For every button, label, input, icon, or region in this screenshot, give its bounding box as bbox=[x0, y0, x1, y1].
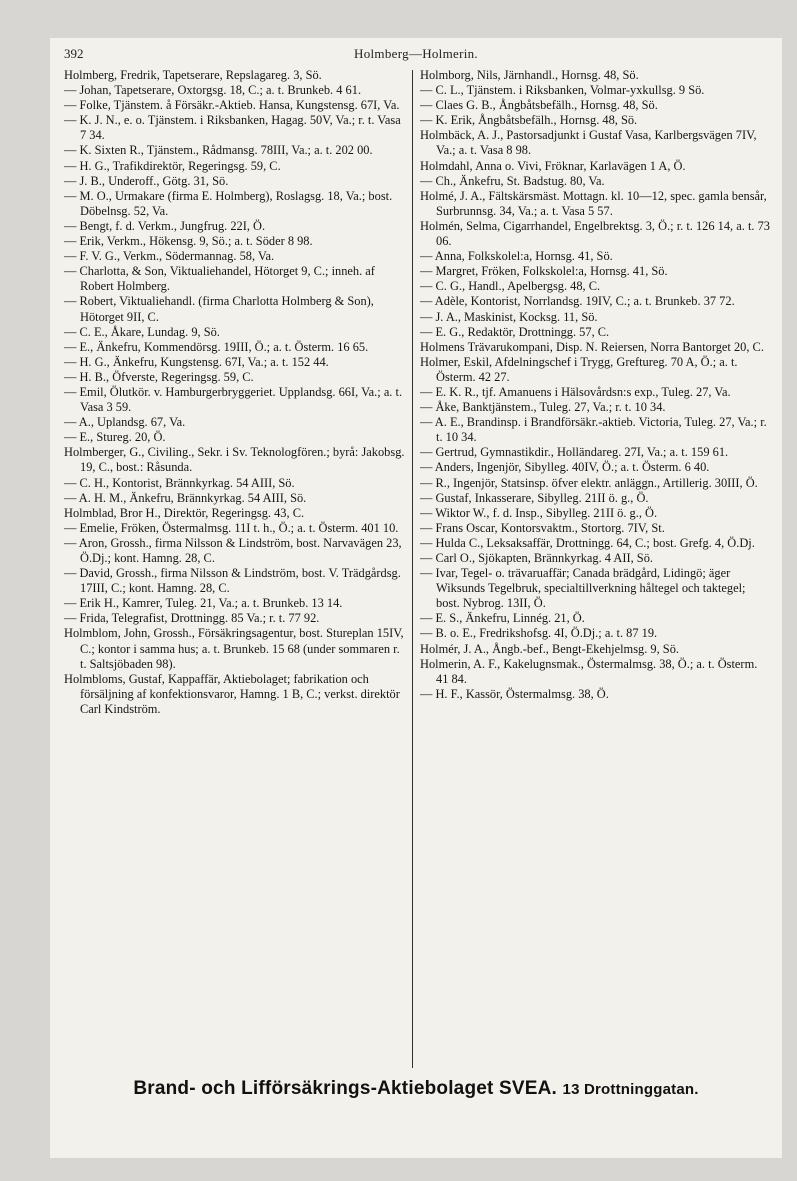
directory-entry: — Gertrud, Gymnastikdir., Holländareg. 27I, Va.; a. t. 159 61. bbox=[420, 445, 729, 460]
directory-entry: Holmblad, Bror H., Direktör, Regeringsg. 43, C. bbox=[64, 505, 305, 520]
running-head: Holmberg—Holmerin. bbox=[354, 46, 478, 61]
directory-entry: — Gustaf, Inkasserare, Sibylleg. 21II ö. g., Ö. bbox=[420, 490, 649, 505]
directory-entry: Holmens Trävarukompani, Disp. N. Reiersen, Norra Bantorget 20, C. bbox=[420, 339, 764, 354]
directory-entry: — Margret, Fröken, Folkskolel:a, Hornsg. 41, Sö. bbox=[420, 264, 668, 279]
directory-entry: — Ch., Änkefru, St. Badstug. 80, Va. bbox=[420, 173, 605, 188]
directory-entry: — Charlotta, & Son, Viktualiehandel, Hötorget 9, C.; inneh. af Robert Holmberg. bbox=[64, 264, 375, 294]
directory-entry: Holmer, Eskil, Afdelningschef i Trygg, Greftureg. 70 A, Ö.; a. t. Österm. 42 27. bbox=[420, 354, 738, 384]
directory-entry: Holmdahl, Anna o. Vivi, Fröknar, Karlavägen 1 A, Ö. bbox=[420, 158, 686, 173]
directory-entry: — Robert, Viktualiehandl. (firma Charlotta Holmberg & Son), Hötorget 9II, C. bbox=[64, 294, 374, 324]
directory-entry: — Hulda C., Leksaksaffär, Drottningg. 64, C.; bost. Grefg. 4, Ö.Dj. bbox=[420, 535, 755, 550]
directory-entry: Holmbloms, Gustaf, Kappaffär, Aktiebolaget; fabrikation och försäljning af konfektionsvaror, Hamng. 1 B, C.; verkst. direktör Carl Kindström. bbox=[64, 671, 400, 716]
directory-entry: — Wiktor W., f. d. Insp., Sibylleg. 21II ö. g., Ö. bbox=[420, 505, 658, 520]
directory-entry: — Carl O., Sjökapten, Brännkyrkag. 4 AII, Sö. bbox=[420, 551, 653, 565]
directory-entry: — F. V. G., Verkm., Södermannag. 58, Va. bbox=[64, 249, 275, 264]
directory-entry: Holmén, Selma, Cigarrhandel, Engelbrektsg. 3, Ö.; r. t. 126 14, a. t. 73 06. bbox=[420, 218, 770, 249]
directory-entry: — Anna, Folkskolel:a, Hornsg. 41, Sö. bbox=[420, 249, 613, 264]
directory-entry: — Folke, Tjänstem. å Försäkr.-Aktieb. Hansa, Kungstensg. 67I, Va. bbox=[64, 98, 400, 113]
directory-entry: — A., Uplandsg. 67, Va. bbox=[64, 415, 186, 430]
directory-entry: — E., Stureg. 20, Ö. bbox=[64, 430, 166, 445]
directory-entry: — A. E., Brandinsp. i Brandförsäkr.-aktieb. Victoria, Tuleg. 27, Va.; r. t. 10 34. bbox=[420, 415, 767, 445]
directory-entry: Holmborg, Nils, Järnhandl., Hornsg. 48, Sö. bbox=[420, 68, 639, 82]
directory-entry: — E. G., Redaktör, Drottningg. 57, C. bbox=[420, 324, 610, 339]
directory-entry: — J. A., Maskinist, Kocksg. 11, Sö. bbox=[420, 309, 598, 324]
directory-entry: Holmblom, John, Grossh., Försäkringsagentur, bost. Stureplan 15IV, C.; kontor i samma hus; a. t. Brunkeb. 15 68 (under sommaren r. t. Saltsjöbaden 98). bbox=[64, 626, 404, 671]
directory-entry: — Emil, Ölutkör. v. Hamburgerbryggeriet. Upplandsg. 66I, Va.; a. t. Vasa 3 59. bbox=[64, 384, 403, 415]
directory-entry: — Adèle, Kontorist, Norrlandsg. 19IV, C.; a. t. Brunkeb. 37 72. bbox=[420, 294, 735, 309]
directory-entry: — Åke, Banktjänstem., Tuleg. 27, Va.; r. t. 10 34. bbox=[420, 400, 666, 415]
directory-entry: — K. Erik, Ångbåtsbefälh., Hornsg. 48, Sö. bbox=[420, 113, 638, 128]
directory-entry: — Erik, Verkm., Hökensg. 9, Sö.; a. t. Söder 8 98. bbox=[64, 234, 313, 249]
directory-entry: — Erik H., Kamrer, Tuleg. 21, Va.; a. t. Brunkeb. 13 14. bbox=[64, 596, 343, 611]
footer-address: 13 Drottninggatan. bbox=[562, 1081, 699, 1098]
column-divider bbox=[412, 70, 413, 1068]
footer-company: Brand- och Lifförsäkrings-Aktiebolaget SVEA. bbox=[133, 1078, 558, 1099]
directory-entry: — Frans Oscar, Kontorsvaktm., Stortorg. 7IV, St. bbox=[420, 520, 665, 535]
directory-entry: Holmé, J. A., Fältskärsmäst. Mottagn. kl. 10—12, spec. gamla bensår, Surbrunnsg. 34, Va.; a. t. Vasa 5 57. bbox=[420, 188, 767, 218]
directory-entry: — R., Ingenjör, Statsinsp. öfver elektr. anläggn., Artillerig. 30III, Ö. bbox=[420, 475, 758, 490]
directory-entry: — C. E., Åkare, Lundag. 9, Sö. bbox=[64, 324, 220, 339]
directory-entry: — C. G., Handl., Apelbergsg. 48, C. bbox=[420, 279, 601, 294]
directory-entry: — H. G., Trafikdirektör, Regeringsg. 59, C. bbox=[64, 158, 281, 173]
directory-entry: — Johan, Tapetserare, Oxtorgsg. 18, C.; a. t. Brunkeb. 4 61. bbox=[64, 83, 362, 98]
directory-entry: — B. o. E., Fredrikshofsg. 4I, Ö.Dj.; a. t. 87 19. bbox=[420, 626, 658, 641]
directory-entry: — Ivar, Tegel- o. trävaruaffär; Canada brädgård, Lidingö; äger Wiksunds Tegelbruk, specialtillverkning håltegel och taktegel; bost. Nybrog. 13II, Ö. bbox=[420, 566, 746, 611]
directory-entry: — E. K. R., tjf. Amanuens i Hälsovårdsn:s exp., Tuleg. 27, Va. bbox=[420, 384, 731, 399]
directory-entry: — E., Änkefru, Kommendörsg. 19III, Ö.; a. t. Österm. 16 65. bbox=[64, 339, 369, 354]
directory-entry: — J. B., Underoff., Götg. 31, Sö. bbox=[64, 173, 229, 188]
directory-entry: — C. H., Kontorist, Brännkyrkag. 54 AIII, Sö. bbox=[64, 475, 295, 490]
directory-entry: — Bengt, f. d. Verkm., Jungfrug. 22I, Ö. bbox=[64, 218, 266, 233]
directory-entry: — Frida, Telegrafist, Drottningg. 85 Va.; r. t. 77 92. bbox=[64, 611, 320, 626]
directory-entry: — David, Grossh., firma Nilsson & Lindström, bost. V. Trädgårdsg. 17III, C.; kont. Hamng. 28, C. bbox=[64, 566, 401, 596]
directory-entry: Holmér, J. A., Ångb.-bef., Bengt-Ekehjelmsg. 9, Sö. bbox=[420, 641, 679, 656]
directory-entry: — Claes G. B., Ångbåtsbefälh., Hornsg. 48, Sö. bbox=[420, 98, 658, 113]
page-header bbox=[64, 46, 768, 64]
directory-entry: — Anders, Ingenjör, Sibylleg. 40IV, Ö.; a. t. Österm. 6 40. bbox=[420, 460, 710, 475]
page-number: 392 bbox=[64, 46, 84, 61]
directory-page bbox=[50, 38, 782, 1158]
directory-entry: — E. S., Änkefru, Linnég. 21, Ö. bbox=[420, 611, 585, 626]
right-column bbox=[420, 68, 770, 702]
directory-entry: Holmerin, A. F., Kakelugnsmak., Östermalmsg. 38, Ö.; a. t. Österm. 41 84. bbox=[420, 656, 758, 686]
directory-entry: — A. H. M., Änkefru, Brännkyrkag. 54 AIII, Sö. bbox=[64, 490, 307, 505]
directory-entry: — Emelie, Fröken, Östermalmsg. 11I t. h., Ö.; a. t. Österm. 401 10. bbox=[64, 520, 399, 535]
directory-entry: — H. F., Kassör, Östermalmsg. 38, Ö. bbox=[420, 686, 609, 701]
directory-entry: — M. O., Urmakare (firma E. Holmberg), Roslagsg. 18, Va.; bost. Döbelnsg. 52, Va. bbox=[64, 188, 393, 218]
directory-entry: — H. B., Öfverste, Regeringsg. 59, C. bbox=[64, 369, 254, 384]
left-column bbox=[64, 68, 409, 717]
directory-entry: — C. L., Tjänstem. i Riksbanken, Volmar-yxkullsg. 9 Sö. bbox=[420, 83, 705, 98]
directory-entry: Holmberg, Fredrik, Tapetserare, Repslagareg. 3, Sö. bbox=[64, 68, 322, 82]
directory-entry: Holmberger, G., Civiling., Sekr. i Sv. Teknologfören.; byrå: Jakobsg. 19, C., bost.: Råsunda. bbox=[64, 445, 405, 475]
directory-entry: — K. Sixten R., Tjänstem., Rådmansg. 78III, Va.; a. t. 202 00. bbox=[64, 143, 373, 158]
directory-entry: — K. J. N., e. o. Tjänstem. i Riksbanken, Hagag. 50V, Va.; r. t. Vasa 7 34. bbox=[64, 113, 401, 143]
directory-entry: — H. G., Änkefru, Kungstensg. 67I, Va.; a. t. 152 44. bbox=[64, 354, 329, 369]
directory-entry: — Aron, Grossh., firma Nilsson & Lindström, bost. Narvavägen 23, Ö.Dj.; kont. Hamng. 28, C. bbox=[64, 535, 402, 565]
advertisement-footer bbox=[50, 1078, 782, 1100]
directory-entry: Holmbäck, A. J., Pastorsadjunkt i Gustaf Vasa, Karlbergsvägen 7IV, Va.; a. t. Vasa 8 98. bbox=[420, 128, 757, 158]
